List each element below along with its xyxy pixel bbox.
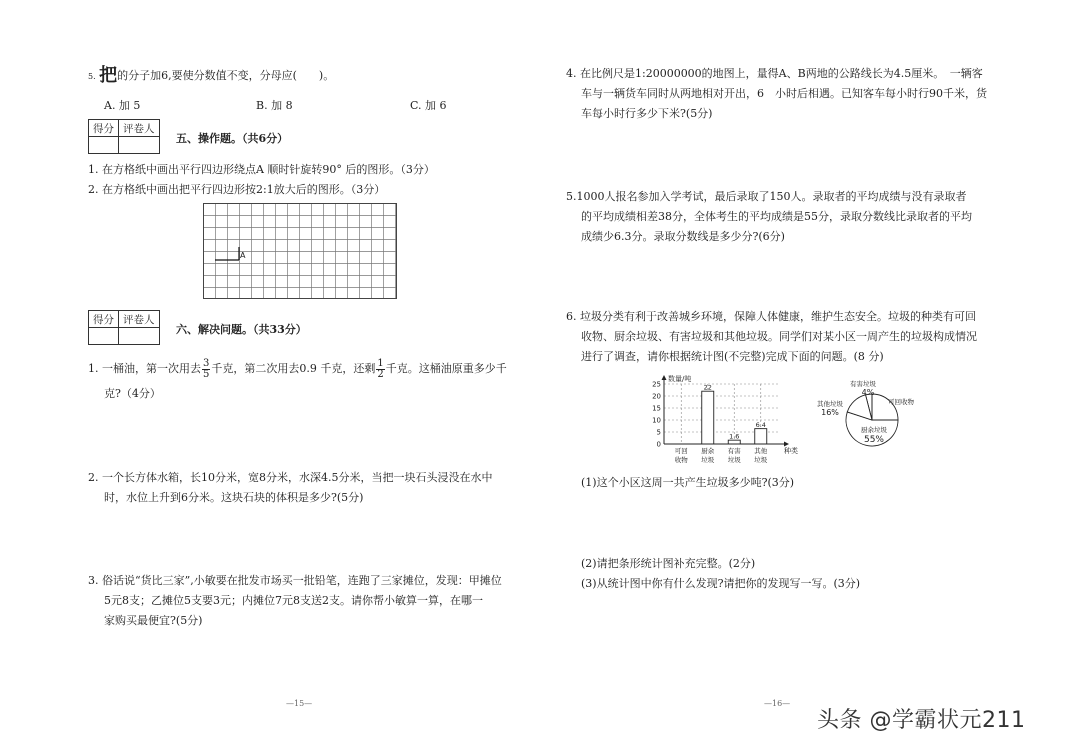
pie-slice-percent: 4%	[861, 388, 875, 397]
question-5r-line2: 的平均成绩相差38分，全体考生的平均成绩是55分，录取分数线比录取者的平均	[581, 210, 972, 223]
bar-data-label: 22	[703, 383, 712, 392]
page-number-right: —16—	[764, 699, 791, 708]
question-6r-line1: 6. 垃圾分类有利于改善城乡环境，保障人体健康，维护生态安全。垃圾的种类有可回	[566, 310, 976, 323]
bar-data-label: 1.6	[729, 432, 740, 441]
bar-2	[728, 440, 740, 444]
question-5r-line3: 成绩少6.3分。录取分数线是多少分?(6分)	[581, 230, 785, 243]
section-6-q1-cont: 克?（4分）	[104, 387, 161, 400]
section-6-q2-line2: 时，水位上升到6分米。这块石块的体积是多少?(5分)	[104, 491, 364, 504]
question-6r-sub3: (3)从统计图中你有什么发现?请把你的发现写一写。(3分)	[581, 577, 861, 590]
fraction-one-half: $\frac{1}{2}$	[377, 357, 384, 380]
option-c: C. 加 6	[410, 99, 447, 112]
bar-chart-ytick: 20	[652, 392, 661, 401]
pie-slice-label: 可回收物	[888, 398, 914, 406]
large-character: 把	[99, 65, 118, 86]
bar-category-label: 垃圾	[754, 456, 768, 464]
bar-category-label: 收物	[674, 456, 688, 464]
bar-chart-ytick: 15	[652, 404, 661, 413]
pie-chart	[808, 376, 918, 456]
bar-data-label: 6.4	[755, 421, 766, 430]
section-5-q2: 2. 在方格纸中画出把平行四边形按2:1放大后的图形。（3分）	[88, 183, 386, 196]
pie-slice-label: 厨余垃圾	[861, 426, 887, 434]
point-a-label: A	[240, 251, 246, 260]
page-number-left: —15—	[286, 699, 313, 708]
bar-1	[702, 391, 714, 444]
section-5-title: 五、操作题。（共6分）	[176, 132, 289, 145]
section-6-title: 六、解决问题。（共33分）	[176, 323, 307, 336]
bar-category-label: 可回	[674, 447, 688, 455]
bar-category-label: 垃圾	[701, 456, 715, 464]
bar-chart-ytick: 5	[656, 428, 661, 437]
option-b: B. 加 8	[256, 99, 293, 112]
question-6r-line3: 进行了调查，请你根据统计图(不完整)完成下面的问题。(8 分)	[581, 350, 884, 363]
grid-paper	[203, 203, 397, 299]
question-4-line2: 车与一辆货车同时从两地相对开出，6 小时后相遇。已知客车每小时行90千米，货	[581, 87, 987, 100]
question-5r-line1: 5.1000人报名参加入学考试，最后录取了150人。录取者的平均成绩与没有录取者	[566, 190, 967, 203]
bar-category-label: 其他	[754, 447, 768, 455]
pie-slice-label: 有害垃圾	[850, 380, 876, 388]
section-6-q3-line2: 5元8支；乙摊位5支要3元；内摊位7元8支送2支。请你帮小敏算一算，在哪一	[104, 594, 483, 607]
bar-chart-xlabel: 种类	[784, 447, 798, 455]
pie-slice-label: 其他垃圾	[817, 400, 843, 408]
bar-3	[755, 429, 767, 444]
score-box-section-6: 得分 评卷人	[88, 310, 160, 345]
question-5: 5. 把的分子加6,要使分数值不变，分母应( )。	[88, 65, 335, 86]
bar-chart-ytick: 0	[656, 440, 661, 449]
bar-category-label: 厨余	[701, 447, 715, 455]
section-6-q3-line1: 3. 俗话说“货比三家”,小敏要在批发市场买一批铅笔，连跑了三家摊位，发现：甲摊位	[88, 574, 502, 587]
fraction-three-fifths: $\frac{3}{5}$	[203, 357, 210, 380]
pie-slice-percent: 55%	[863, 435, 885, 445]
question-6r-sub2: (2)请把条形统计图补充完整。(2分)	[581, 557, 756, 570]
question-4-line1: 4. 在比例尺是1:20000000的地图上，量得A、B两地的公路线长为4.5厘米。 一辆客	[566, 67, 983, 80]
option-a: A. 加 5	[104, 99, 141, 112]
bar-category-label: 垃圾	[727, 456, 741, 464]
bar-category-label: 有害	[727, 447, 741, 455]
section-6-q1: 1. 一桶油，第一次用去 $\frac{3}{5}$ 千克，第二次用去0.9 千克，还剩 $\frac{1}{2}$ 千克。这桶油原重多少千	[88, 357, 507, 380]
bar-chart-ytick: 25	[652, 380, 661, 389]
section-6-q2-line1: 2. 一个长方体水箱，长10分米，宽8分米，水深4.5分米，当把一块石头浸没在水中	[88, 471, 493, 484]
question-6r-line2: 收物、厨余垃圾、有害垃圾和其他垃圾。同学们对某小区一周产生的垃圾构成情况	[581, 330, 977, 343]
section-5-q1: 1. 在方格纸中画出平行四边形绕点A 顺时针旋转90° 后的图形。（3分）	[88, 163, 435, 176]
bar-chart-ytick: 10	[652, 416, 661, 425]
bar-chart	[640, 372, 798, 472]
question-4-line3: 车每小时行多少下米?(5分)	[581, 107, 713, 120]
section-6-q3-line3: 家购买最便宜?(5分)	[104, 614, 203, 627]
pie-slice-percent: 16%	[821, 408, 839, 417]
score-box-section-5: 得分 评卷人	[88, 119, 160, 154]
question-6r-sub1: (1)这个小区这周一共产生垃圾多少吨?(3分)	[581, 476, 795, 489]
watermark: 头条 @学霸状元211	[817, 708, 1026, 733]
bar-chart-ylabel: 数量/吨	[668, 375, 692, 383]
